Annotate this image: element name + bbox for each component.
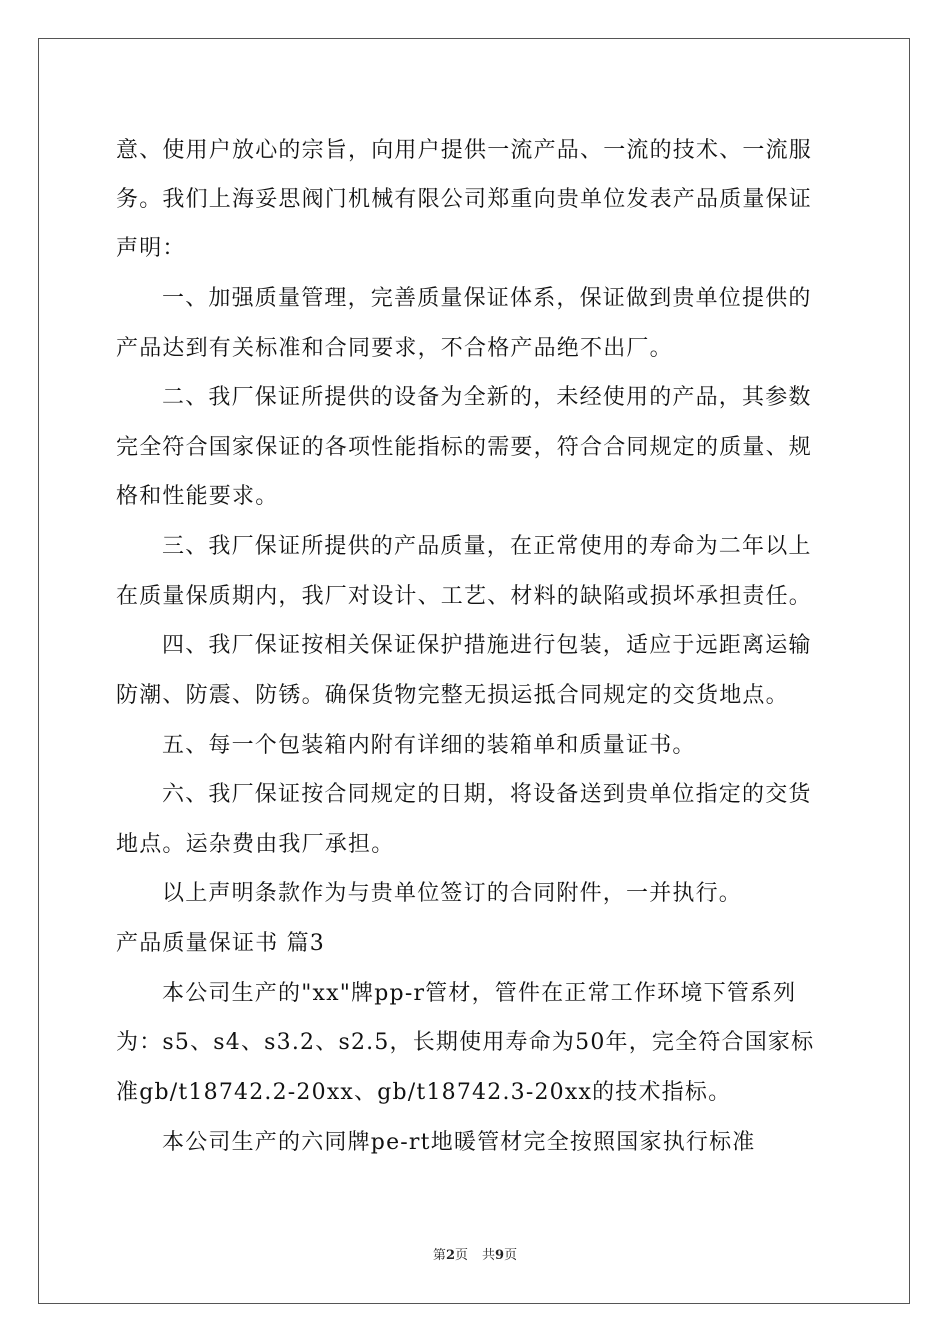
text-line: 务。我们上海妥思阀门机械有限公司郑重向贵单位发表产品质量保证: [116, 187, 813, 212]
text-line: 在质量保质期内，我厂对设计、工艺、材料的缺陷或损坏承担责任。: [116, 584, 813, 609]
text-line: 完全符合国家保证的各项性能指标的需要，符合合同规定的质量、规: [116, 435, 813, 460]
text-line: 为：s5、s4、s3.2、s2.5，长期使用寿命为50年，完全符合国家标: [116, 1030, 815, 1055]
page-suffix: 页: [454, 1248, 468, 1263]
page-footer: [0, 1247, 950, 1265]
text-line: 准gb/t18742.2-20xx、gb/t18742.3-20xx的技术指标。: [116, 1080, 732, 1105]
paragraph-first-line: 以上声明条款作为与贵单位签订的合同附件，一并执行。: [162, 881, 743, 906]
total-prefix: 共: [482, 1248, 496, 1263]
paragraph-first-line: 二、我厂保证所提供的设备为全新的，未经使用的产品，其参数: [162, 385, 812, 410]
page-prefix: 第: [432, 1248, 446, 1263]
total-pages: 9: [495, 1248, 505, 1263]
text-line: 产品达到有关标准和合同要求，不合格产品绝不出厂。: [116, 336, 673, 361]
paragraph-first-line: 一、加强质量管理，完善质量保证体系，保证做到贵单位提供的: [162, 286, 812, 311]
paragraph-first-line: 五、每一个包装箱内附有详细的装箱单和质量证书。: [162, 733, 696, 758]
text-line: 格和性能要求。: [116, 484, 279, 509]
text-line: 地点。运杂费由我厂承担。: [116, 832, 395, 857]
text-line: 声明：: [116, 236, 186, 261]
paragraph-first-line: 四、我厂保证按相关保证保护措施进行包装，适应于远距离运输: [162, 633, 812, 658]
text-line: 防潮、防震、防锈。确保货物完整无损运抵合同规定的交货地点。: [116, 683, 789, 708]
total-suffix: 页: [504, 1248, 518, 1263]
section-heading: 产品质量保证书 篇3: [116, 931, 325, 956]
paragraph-first-line: 六、我厂保证按合同规定的日期，将设备送到贵单位指定的交货: [162, 782, 812, 807]
text-line: 意、使用户放心的宗旨，向用户提供一流产品、一流的技术、一流服: [116, 138, 813, 163]
paragraph-first-line: 本公司生产的六同牌pe-rt地暖管材完全按照国家执行标准: [162, 1130, 756, 1155]
paragraph-first-line: 本公司生产的"xx"牌pp-r管材，管件在正常工作环境下管系列: [162, 981, 797, 1006]
page-number: 2: [445, 1248, 455, 1263]
paragraph-first-line: 三、我厂保证所提供的产品质量，在正常使用的寿命为二年以上: [162, 534, 812, 559]
page-border: [38, 38, 910, 1304]
